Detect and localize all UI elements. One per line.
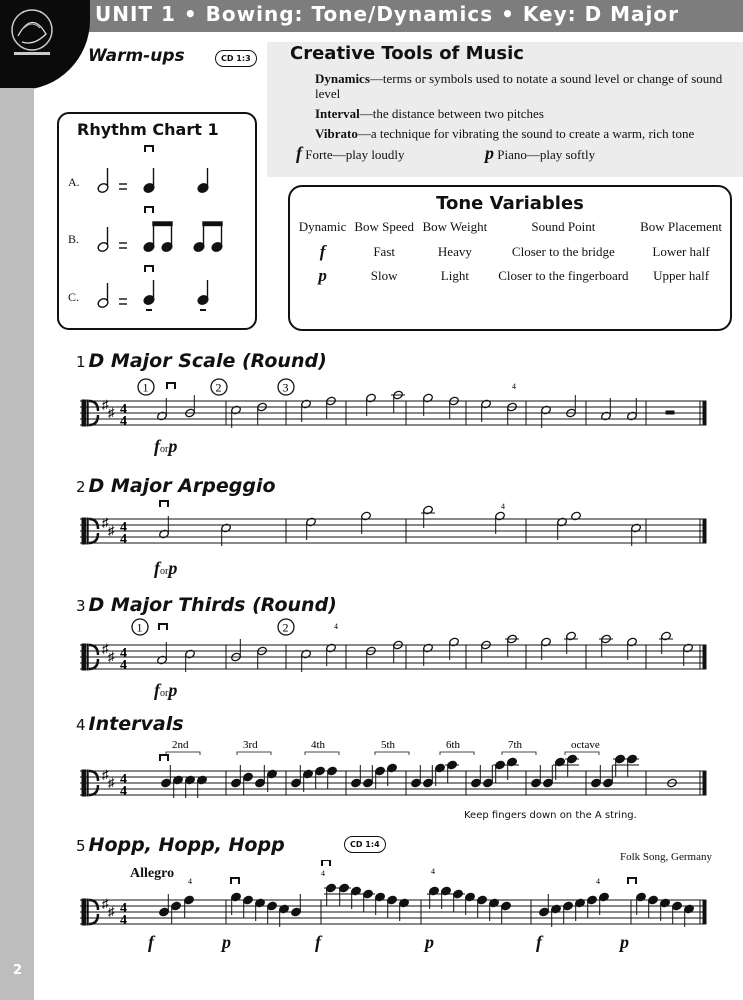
note — [448, 396, 459, 419]
time-signature-bottom: 4 — [120, 784, 127, 799]
note — [290, 765, 301, 788]
note — [590, 765, 601, 788]
down-bow-icon — [160, 755, 168, 761]
dynamic-marking: p — [222, 932, 231, 952]
final-bar-line — [703, 900, 706, 924]
cd-badge: CD 1:3 — [215, 50, 257, 67]
note — [242, 772, 253, 795]
final-bar-line — [703, 771, 706, 795]
sharp-icon: ♯ — [108, 405, 115, 420]
dynamic-f: f — [154, 558, 160, 578]
interval-bracket — [440, 752, 474, 755]
finger-number: 4 — [188, 877, 192, 886]
note — [290, 894, 301, 917]
round-entry-number: 1 — [136, 620, 143, 635]
composer-credit: Folk Song, Germany — [620, 851, 712, 863]
note — [350, 765, 361, 788]
note — [337, 883, 351, 906]
sharp-icon: ♯ — [102, 515, 109, 530]
rhythm-row-label: B. — [68, 232, 80, 246]
note — [242, 895, 253, 918]
sharp-icon: ♯ — [108, 649, 115, 664]
unit-header-title: UNIT 1 • Bowing: Tone/Dynamics • Key: D Major — [95, 2, 679, 26]
exercise-number: 4 — [76, 716, 86, 734]
header-sound-point: Sound Point — [531, 219, 596, 234]
cell-placement: Lower half — [652, 244, 710, 259]
note — [565, 395, 576, 418]
dynamic-f: f — [154, 436, 160, 456]
tempo-marking: Allegro — [130, 866, 175, 881]
finger-number: 4 — [596, 877, 600, 886]
interval-bracket — [565, 752, 599, 755]
exercise-title-text: D Major Arpeggio — [88, 475, 276, 497]
time-signature-top: 4 — [120, 402, 127, 417]
final-bar-line — [703, 401, 706, 425]
tool-item-vibrato — [315, 126, 735, 141]
note — [422, 765, 433, 788]
tool-term: Interval — [315, 106, 360, 121]
note — [230, 765, 241, 788]
staff-exercise-4 — [76, 735, 716, 805]
interval-bracket — [237, 752, 271, 755]
dynamic-marking: f — [148, 932, 154, 952]
cell-dynamic: f — [319, 242, 326, 261]
note — [506, 402, 517, 425]
interval-bracket — [305, 752, 339, 755]
round-entry-marker — [211, 379, 227, 395]
cell-placement: Upper half — [653, 268, 710, 283]
round-entry-number: 2 — [282, 620, 289, 635]
creative-tools-title: Creative Tools of Music — [290, 43, 524, 64]
round-entry-marker — [278, 379, 294, 395]
note — [476, 895, 487, 918]
down-bow-icon — [628, 878, 636, 884]
cell-weight: Heavy — [437, 244, 472, 259]
sharp-icon: ♯ — [108, 775, 115, 790]
sharp-icon: ♯ — [102, 397, 109, 412]
exercise-number: 2 — [76, 478, 86, 496]
note — [254, 765, 265, 788]
fingering-note: Keep fingers down on the A string. — [464, 810, 637, 821]
note — [256, 646, 267, 669]
piano-definition — [485, 143, 595, 164]
round-entry-number: 1 — [142, 380, 149, 395]
page-number: 2 — [13, 963, 23, 978]
note — [565, 754, 579, 777]
note — [184, 395, 195, 418]
note — [392, 640, 403, 663]
note — [671, 901, 682, 924]
down-bow-icon — [322, 860, 330, 866]
staff-exercise-3 — [76, 615, 716, 685]
dynamic-marking — [154, 436, 177, 457]
down-bow-icon — [160, 501, 168, 507]
final-bar-line — [703, 519, 706, 543]
finger-number: 4 — [501, 502, 505, 511]
sharp-icon: ♯ — [102, 896, 109, 911]
cell-weight: Light — [440, 268, 469, 283]
exercise-title-text: D Major Thirds (Round) — [88, 594, 337, 616]
piano-symbol: p — [485, 143, 494, 163]
round-entry-number: 3 — [282, 380, 289, 395]
table-header-row — [295, 219, 727, 245]
rhythm-row-label: A. — [68, 175, 80, 189]
forte-symbol: f — [296, 143, 302, 163]
note — [314, 766, 325, 789]
interval-label: octave — [571, 739, 600, 751]
note — [500, 901, 511, 924]
finger-number: 4 — [334, 622, 338, 631]
round-entry-marker — [138, 379, 154, 395]
finger-number: 4 — [431, 867, 435, 876]
piano-text: Piano—play softly — [497, 147, 596, 162]
dynamic-marking: p — [425, 932, 434, 952]
dynamic-p: p — [168, 558, 178, 578]
dynamic-or: or — [160, 444, 169, 455]
time-signature-top: 4 — [120, 901, 127, 916]
exercise-1-title — [76, 350, 327, 372]
sharp-icon: ♯ — [108, 904, 115, 919]
tone-variables-title: Tone Variables — [436, 193, 584, 214]
note — [470, 765, 481, 788]
note — [562, 901, 573, 924]
table-row — [295, 245, 727, 269]
header-bow-weight: Bow Weight — [422, 219, 488, 234]
tool-definition: —terms or symbols used to notate a sound level or change of sound level — [315, 71, 723, 101]
sharp-icon: ♯ — [102, 641, 109, 656]
round-entry-number: 2 — [215, 380, 222, 395]
dynamic-marking: f — [536, 932, 542, 952]
note — [586, 895, 597, 918]
note — [625, 754, 639, 777]
down-bow-icon — [231, 878, 239, 884]
note — [613, 754, 627, 777]
exercise-number: 1 — [76, 353, 86, 371]
rhythm-notation — [85, 140, 245, 320]
note — [324, 883, 338, 906]
tool-definition: —a technique for vibrating the sound to create a warm, rich tone — [357, 126, 695, 141]
interval-label: 5th — [381, 739, 396, 751]
note — [647, 895, 658, 918]
cell-point: Closer to the fingerboard — [498, 268, 629, 283]
note — [542, 765, 553, 788]
time-signature-bottom: 4 — [120, 532, 127, 547]
time-signature-bottom: 4 — [120, 414, 127, 429]
down-bow-icon — [159, 624, 167, 630]
note — [365, 646, 376, 669]
dynamic-marking — [154, 558, 177, 579]
note — [480, 640, 491, 663]
time-signature-top: 4 — [120, 772, 127, 787]
interval-bracket — [375, 752, 409, 755]
exercise-title-text: Hopp, Hopp, Hopp — [88, 834, 285, 856]
tone-variables-table — [295, 219, 727, 293]
exercise-title-text: Intervals — [88, 713, 184, 735]
sharp-icon: ♯ — [108, 523, 115, 538]
cell-speed: Fast — [373, 244, 395, 259]
note — [391, 390, 405, 413]
time-signature-bottom: 4 — [120, 658, 127, 673]
exercise-4-title — [76, 713, 184, 735]
cd-badge: CD 1:4 — [344, 836, 386, 853]
note — [493, 760, 507, 783]
dynamic-marking: f — [315, 932, 321, 952]
note — [170, 901, 181, 924]
interval-label: 2nd — [172, 739, 189, 751]
interval-label: 3rd — [243, 739, 258, 751]
time-signature-top: 4 — [120, 646, 127, 661]
cell-point: Closer to the bridge — [511, 244, 615, 259]
dynamic-marking: p — [620, 932, 629, 952]
down-bow-icon — [167, 383, 175, 389]
note — [362, 765, 373, 788]
note — [183, 895, 194, 918]
cell-speed: Slow — [370, 268, 398, 283]
dynamic-marking — [154, 680, 177, 701]
note — [326, 766, 337, 789]
note — [445, 760, 459, 783]
round-entry-marker — [132, 619, 148, 635]
rhythm-chart-title: Rhythm Chart 1 — [77, 120, 219, 139]
finger-number: 4 — [512, 382, 516, 391]
interval-label: 7th — [508, 739, 523, 751]
note — [538, 894, 549, 917]
note — [266, 901, 277, 924]
note — [158, 894, 169, 917]
forte-text: Forte—play loudly — [305, 147, 405, 162]
exercise-2-title — [76, 475, 276, 497]
note — [602, 765, 613, 788]
exercise-5-title — [76, 834, 285, 856]
exercise-number: 3 — [76, 597, 86, 615]
dynamic-f: f — [154, 680, 160, 700]
forte-definition — [296, 143, 405, 164]
final-bar-line — [703, 645, 706, 669]
warmups-title: Warm-ups — [88, 46, 185, 66]
half-rest-icon — [666, 411, 674, 414]
cell-dynamic: p — [318, 266, 327, 285]
header-bow-speed: Bow Speed — [354, 219, 414, 234]
staff-exercise-2 — [76, 495, 716, 565]
interval-label: 4th — [311, 739, 326, 751]
note — [386, 895, 397, 918]
note — [599, 634, 613, 657]
note — [256, 402, 267, 425]
interval-bracket — [502, 752, 536, 755]
logo-icon — [8, 6, 56, 58]
tool-term: Vibrato — [315, 126, 358, 141]
note — [160, 765, 171, 788]
rhythm-row-label: C. — [68, 290, 80, 304]
tool-definition: —the distance between two pitches — [359, 106, 544, 121]
dynamic-or: or — [160, 688, 169, 699]
note — [482, 765, 493, 788]
dynamic-p: p — [168, 680, 178, 700]
interval-bracket — [166, 752, 200, 755]
note — [374, 766, 385, 789]
header-dynamic: Dynamic — [298, 219, 347, 234]
tool-term: Dynamics — [315, 71, 370, 86]
dynamic-p: p — [168, 436, 178, 456]
dynamic-or: or — [160, 566, 169, 577]
exercise-number: 5 — [76, 837, 86, 855]
finger-number: 4 — [321, 869, 325, 878]
note — [325, 396, 336, 419]
note — [410, 765, 421, 788]
sharp-icon: ♯ — [102, 767, 109, 782]
interval-label: 6th — [446, 739, 461, 751]
note — [451, 889, 465, 912]
time-signature-top: 4 — [120, 520, 127, 535]
header-bow-placement: Bow Placement — [640, 219, 723, 234]
left-margin-strip — [0, 88, 34, 1000]
staff-exercise-1 — [76, 375, 716, 445]
note — [505, 634, 519, 657]
time-signature-bottom: 4 — [120, 913, 127, 928]
exercise-3-title — [76, 594, 337, 616]
note — [530, 765, 541, 788]
note — [230, 639, 241, 662]
exercise-title-text: D Major Scale (Round) — [88, 350, 327, 372]
note — [361, 889, 375, 912]
tool-item-interval — [315, 106, 735, 121]
tool-item-dynamics — [315, 71, 735, 101]
round-entry-marker — [278, 619, 294, 635]
table-row — [295, 269, 727, 293]
tone-variables-box — [288, 185, 732, 331]
